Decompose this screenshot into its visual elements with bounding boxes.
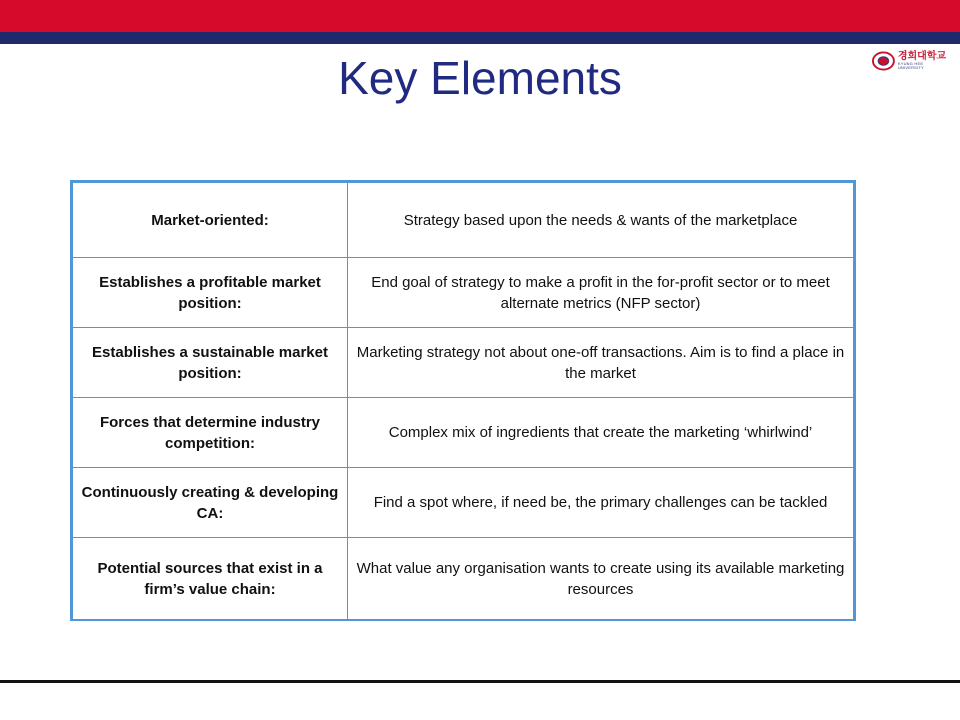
key-elements-table — [72, 182, 854, 620]
element-term: Market-oriented: — [73, 183, 348, 258]
table-row — [73, 328, 854, 398]
element-description: End goal of strategy to make a profit in the for-profit sector or to meet alternate metrics (NFP sector) — [348, 258, 854, 328]
element-term: Potential sources that exist in a firm’s value chain: — [73, 538, 348, 620]
element-description: Marketing strategy not about one-off transactions. Aim is to find a place in the market — [348, 328, 854, 398]
element-description: Strategy based upon the needs & wants of the marketplace — [348, 183, 854, 258]
logo-subtitle: KYUNG HEE UNIVERSITY — [897, 61, 924, 70]
element-term: Establishes a profitable market position: — [73, 258, 348, 328]
header-red-band — [0, 0, 960, 32]
logo-name: 경희대학교 — [897, 51, 947, 62]
table-row — [73, 258, 854, 328]
table-row — [73, 398, 854, 468]
element-description: Find a spot where, if need be, the primary challenges can be tackled — [348, 468, 854, 538]
table-row — [73, 183, 854, 258]
key-elements-table-frame — [70, 180, 856, 621]
table-row — [73, 468, 854, 538]
element-description: What value any organisation wants to create using its available marketing resources — [348, 538, 854, 620]
university-emblem-icon — [872, 51, 895, 71]
element-term: Forces that determine industry competition: — [73, 398, 348, 468]
element-term: Establishes a sustainable market position: — [73, 328, 348, 398]
slide-title: Key Elements — [338, 52, 622, 104]
element-term: Continuously creating & developing CA: — [73, 468, 348, 538]
table-row — [73, 538, 854, 620]
footer-divider — [0, 680, 960, 683]
university-logo — [872, 50, 948, 72]
element-description: Complex mix of ingredients that create the marketing ‘whirlwind’ — [348, 398, 854, 468]
header-navy-band — [0, 32, 960, 44]
